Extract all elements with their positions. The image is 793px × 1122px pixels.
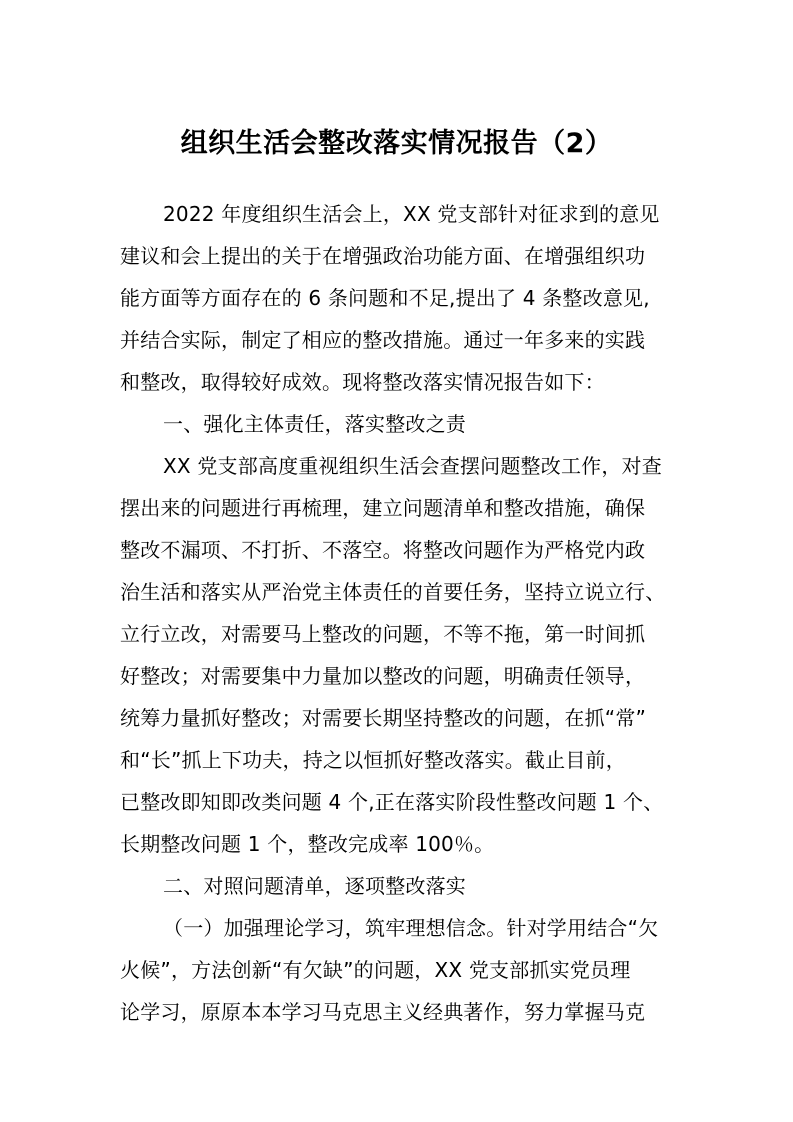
paragraph-line: （一）加强理论学习，筑牢理想信念。针对学用结合“欠 — [163, 916, 659, 940]
section-heading: 一、强化主体责任，落实整改之责 — [163, 412, 466, 436]
paragraph-line: 整改不漏项、不打折、不落空。将整改问题作为严格党内政 — [120, 538, 646, 562]
paragraph-line: XX 党支部高度重视组织生活会查摆问题整改工作，对查 — [163, 454, 662, 478]
paragraph-line: 论学习，原原本本学习马克思主义经典著作，努力掌握马克 — [120, 1000, 646, 1024]
paragraph-line: 摆出来的问题进行再梳理，建立问题清单和整改措施，确保 — [120, 496, 646, 520]
paragraph-line: 能方面等方面存在的 6 条问题和不足,提出了 4 条整改意见, — [120, 286, 650, 310]
paragraph-line: 并结合实际，制定了相应的整改措施。通过一年多来的实践 — [120, 328, 646, 352]
paragraph-line: 2022 年度组织生活会上，XX 党支部针对征求到的意见 — [163, 202, 660, 226]
paragraph-line: 已整改即知即改类问题 4 个,正在落实阶段性整改问题 1 个、 — [120, 790, 664, 814]
paragraph-line: 治生活和落实从严治党主体责任的首要任务，坚持立说立行、 — [120, 580, 666, 604]
paragraph-line: 和“长”抓上下功夫，持之以恒抓好整改落实。截止目前， — [120, 748, 626, 772]
section-heading: 二、对照问题清单，逐项整改落实 — [163, 874, 466, 898]
paragraph-line: 好整改；对需要集中力量加以整改的问题，明确责任领导， — [120, 664, 646, 688]
document-title: 组织生活会整改落实情况报告（2） — [180, 128, 613, 159]
paragraph-line: 火候”，方法创新“有欠缺”的问题，XX 党支部抓实党员理 — [120, 958, 631, 982]
paragraph-line: 统筹力量抓好整改；对需要长期坚持整改的问题，在抓“常” — [120, 706, 647, 730]
paragraph-line: 立行立改，对需要马上整改的问题，不等不拖，第一时间抓 — [120, 622, 646, 646]
paragraph-line: 和整改，取得较好成效。现将整改落实情况报告如下： — [120, 370, 605, 394]
paragraph-line: 长期整改问题 1 个，整改完成率 100％。 — [120, 832, 495, 856]
paragraph-line: 建议和会上提出的关于在增强政治功能方面、在增强组织功 — [120, 244, 646, 268]
